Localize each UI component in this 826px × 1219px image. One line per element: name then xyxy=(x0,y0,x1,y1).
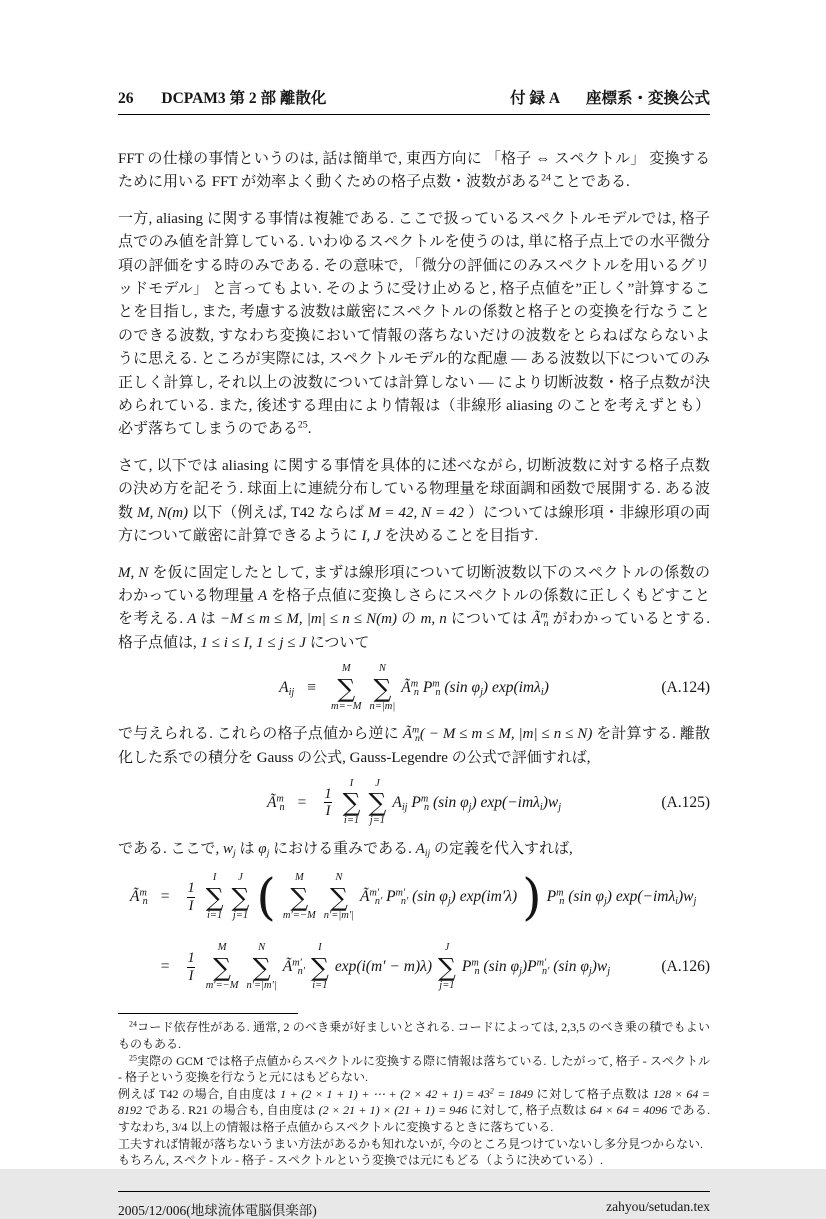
equiv-symbol: ≡ xyxy=(307,679,317,697)
eq126-coeff: $Ã^{m'}_{n'}$ xyxy=(282,957,305,978)
eq125-lhs: $Ã^m_n$ xyxy=(266,793,285,813)
paragraph-truncation: さて, 以下では aliasing に関する事情を具体的に述べながら, 切断波数に対する格子点数の決め方を記そう. 球面上に連続分布している物理量を球面調和函数で展開する. ある波数 M, N(m) 以下（例えば, T42 ならば M = 42, N = 42 ）については線形項・非線形項の両方について厳密に計算できるように I, J を決めることを目指す. xyxy=(118,457,710,545)
page-footer xyxy=(118,1199,710,1219)
fraction: $\frac{1}{I}$ xyxy=(187,950,195,984)
sigma-symbol: ∑ xyxy=(213,952,232,982)
footer-date-org: 2005/12/006(地球流体電脳倶楽部) xyxy=(118,1202,317,1218)
sigma-symbol: ∑ xyxy=(205,882,224,912)
equation-a126-line1: $Ã^m_n$ = $\frac{1}{I}$ I ∑ i=1 J ∑ j=1 ( M ∑ m′=−M N ∑ n′=|m′| $Ã^{m'}_{n'}$ $P^{m'}_{n'}$ (sin $\varphi_j$) exp(im′λ) ) $P^m_n$ (sin $\varphi_j$) $\exp(-im\lambda_i)w_j$ xyxy=(130,868,697,927)
paragraph-linear-term: M, N を仮に固定したとして, まずは線形項について切断波数以下のスペクトルの係数のわかっている物理量 A を格子点値に変換しさらにスペクトルの係数に正しくもどすことを考える. A は −M ≤ m ≤ M, |m| ≤ n ≤ N(m) の m, n については $Ã^m_n$ がわかっているとする. 格子点値は, 1 ≤ i ≤ I, 1 ≤ j ≤ J について xyxy=(118,564,710,651)
footnote-rule xyxy=(118,1013,298,1014)
equation-number: (A.125) xyxy=(661,793,710,811)
sigma-symbol: ∑ xyxy=(438,952,456,982)
eq125-body: $A_{ij}$ $P^m_n$ (sin $\varphi_j$) $\exp(-im\lambda_i)w_j$ xyxy=(392,793,562,813)
summation: N ∑ n′=|m′| xyxy=(323,872,355,921)
equals-symbol: = xyxy=(297,793,307,811)
fraction: $\frac{1}{I}$ xyxy=(324,785,332,820)
summation: I ∑ i=1 xyxy=(205,872,224,921)
paragraph-weights: である. ここで, $w_j$ は $\varphi_j$ における重みである. $A_{ij}$ の定義を代入すれば, xyxy=(118,840,573,859)
sigma-symbol: ∑ xyxy=(329,882,348,912)
sigma-symbol: ∑ xyxy=(310,952,329,982)
page-header xyxy=(118,86,710,115)
equation-a124 xyxy=(118,659,710,717)
equation-a125 xyxy=(118,774,710,832)
header-right xyxy=(510,86,710,108)
equation-number: (A.124) xyxy=(661,679,710,697)
footnote-25-part3: 工夫すれば情報が落ちないうまい方法があるかも知れないが, 今のところ見つけていないし多分見つからない. xyxy=(118,1136,704,1151)
summation: J ∑ j=1 xyxy=(368,777,387,827)
eq126-exp-term: exp(i(m′ − m)λ) xyxy=(334,958,432,976)
sigma-symbol: ∑ xyxy=(342,788,361,818)
sigma-symbol: ∑ xyxy=(290,882,309,912)
chapter-title: DCPAM3 第 2 部 離散化 xyxy=(161,90,327,107)
footnote-25-part1: $^{25}$実際の GCM では格子点値からスペクトルに変換する際に情報は落ちている. したがって, 格子 - スペクトル - 格子という変換を行なうと元にはもどらない. xyxy=(118,1053,710,1085)
sigma-symbol: ∑ xyxy=(252,952,271,982)
appendix-title: 座標系・変換公式 xyxy=(585,90,710,107)
fraction: $\frac{1}{I}$ xyxy=(187,880,195,914)
footer-rule xyxy=(118,1191,710,1192)
summation: M ∑ m′=−M xyxy=(205,942,239,991)
summation: N ∑ n′=|m′| xyxy=(246,942,277,991)
sigma-symbol: ∑ xyxy=(373,673,392,703)
summation: J ∑ j=1 xyxy=(231,872,250,921)
header-left xyxy=(118,86,326,108)
appendix-label: 付 録 A xyxy=(510,90,561,107)
summation: N ∑ n=|m| xyxy=(369,663,396,712)
summation: M ∑ m′=−M xyxy=(282,872,316,921)
footer-filename: zahyou/setudan.tex xyxy=(606,1198,710,1214)
equals-symbol: = xyxy=(160,888,170,906)
equals-symbol: = xyxy=(160,958,170,976)
footnote-25-part4: もちろん, スペクトル - 格子 - スペクトルという変換では元にもどる（ように決めている）. xyxy=(118,1153,603,1168)
eq126-lhs: $Ã^m_n$ xyxy=(130,887,148,908)
summation: J ∑ j=1 xyxy=(438,942,456,991)
paragraph-fft: FFT の仕様の事情というのは, 話は簡単で, 東西方向に 「格子 ⇔ スペクトル」 変換するために用いる FFT が効率よく動くための格子点数・波数がある$^{24}$ことである. xyxy=(118,151,710,191)
sigma-symbol: ∑ xyxy=(231,882,250,912)
footnote-25-part2: 例えば T42 の場合, 自由度は 1 + (2 × 1 + 1) + ⋯ + $(2 \times 42 + 1) = 43^2 = 1849$ に対して格子点数は 128 × 64 = 8192 である. R21 の場合も, 自由度は (2 × 21 + 1) × (21 + 1) = 946 に対して, 格子点数は 64 × 64 = 4096 である. すなわち, 3/4 以上の情報は格子点値からスペクトルに変換するときに落ちている. xyxy=(118,1086,710,1134)
eq124-lhs: $A_{ij}$ xyxy=(279,679,295,699)
summation: I ∑ i=1 xyxy=(342,777,361,827)
eq126-tail: $P^m_n$ (sin $\varphi_j$) $\exp(-im\lambda_i)w_j$ xyxy=(546,887,697,908)
footnote-24: $^{24}$コード依存性がある. 通常, 2 のべき乗が好ましいとされる. コードによっては, 2,3,5 のべき乗の積でもよいものもある. xyxy=(118,1020,710,1051)
sigma-symbol: ∑ xyxy=(337,673,356,703)
eq126-legendre-term: $P^m_n$ (sin $\varphi_j)P^{m'}_{n'}$ (sin $\varphi_j)w_j$ xyxy=(461,957,611,978)
sigma-symbol: ∑ xyxy=(368,788,387,818)
paragraph-inverse-transform: で与えられる. これらの格子点値から逆に $Ã^m_n( - M \le m \le M$, |m| ≤ n ≤ N) を計算する. 離散化した系での積分を Gauss の公式, Gauss-Legendre の公式で評価すれば, xyxy=(118,724,710,766)
paragraph-aliasing: 一方, aliasing に関する事情は複雑である. ここで扱っているスペクトルモデルでは, 格子点でのみ値を計算している. いわゆるスペクトルを使うのは, 単に格子点上での水平微分項の評価をする時のみである. その意味で, 「微分の評価にのみスペクトルを用いるグリッドモデル」 と言ってもよい. そのように受け止めると, 格子点値を”正しく”計算することを目指し, また, 考慮する波数は厳密にスペクトルの係数と格子との変換を行なうことのできる波数, すなわち変換において情報の落ちないだけの波数をとらねばならないように思える. ところが実際には, スペクトルモデル的な配慮 — ある波数以下についてのみ正しく計算し, それ以上の波数については計算しない — により切断波数・格子点数が決められている. また, 後述する理由により情報は（非線形 aliasing のことを考えずとも）必ず落ちてしまうのである$^{25}$. xyxy=(118,210,710,438)
summation: I ∑ i=1 xyxy=(310,942,329,991)
equation-a126-line2 xyxy=(118,936,710,998)
eq124-body: $Ã^m_n$ $P^m_n$ (sin $\varphi_j$) exp(imλ$_i$) xyxy=(401,678,549,699)
page-number: 26 xyxy=(118,90,134,107)
equation-number: (A.126) xyxy=(661,958,710,976)
summation: M ∑ m=−M xyxy=(331,663,362,712)
eq126-inner-body: $Ã^{m'}_{n'}$ $P^{m'}_{n'}$ (sin $\varphi_j$) exp(im′λ) xyxy=(360,887,518,908)
